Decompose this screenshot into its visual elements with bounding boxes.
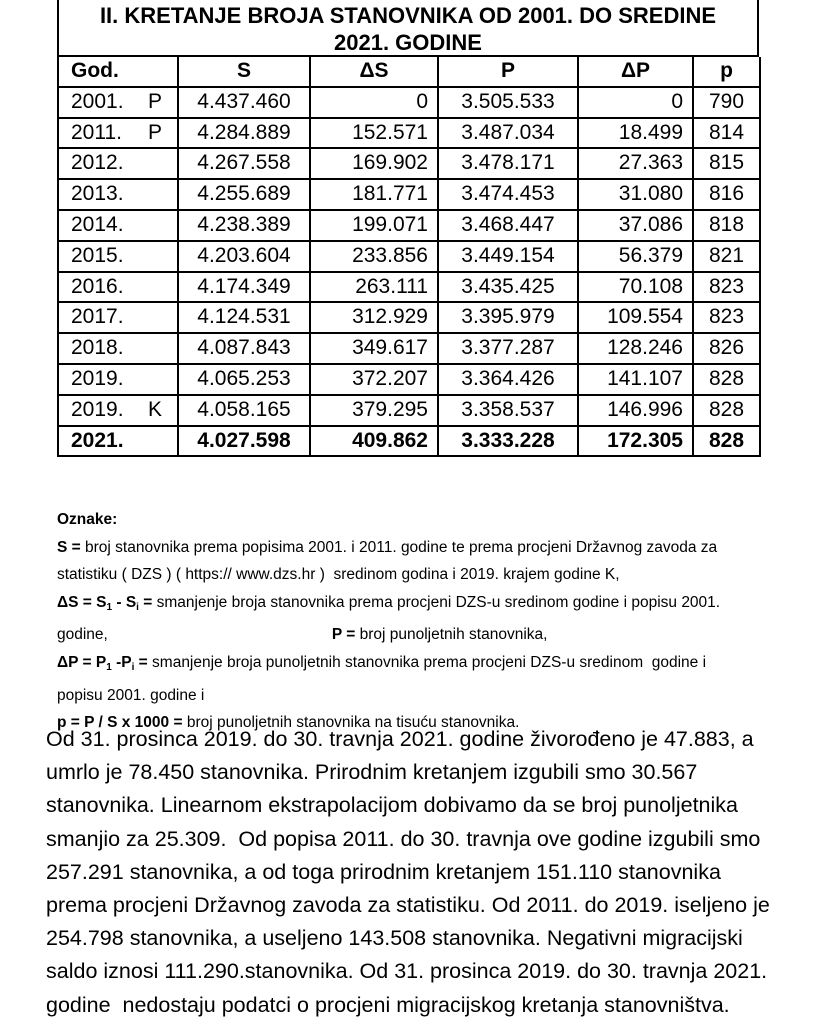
year-cell [59, 396, 179, 427]
table-cell: 826 [694, 334, 761, 365]
paragraph-line: saldo iznosi 111.290.stanovnika. Od 31. prosinca 2019. do 30. travnja 2021. [46, 959, 768, 984]
note-segment: = [134, 653, 153, 671]
table-cell: 4.065.253 [179, 365, 311, 396]
column-header-delta-s: ΔS [311, 57, 439, 88]
note-segment: i [131, 661, 135, 673]
note-segment: Oznake: [57, 511, 118, 528]
table-cell: 3.358.537 [439, 396, 579, 427]
table-cell: 818 [694, 211, 761, 242]
table-cell: 0 [311, 88, 439, 119]
note-segment: p = P / S x 1000 = [57, 714, 187, 732]
table-cell: 70.108 [579, 273, 694, 304]
body-paragraph [46, 723, 826, 1022]
year-cell [59, 180, 179, 211]
table-cell: 790 [694, 88, 761, 119]
table-cell: 3.474.453 [439, 180, 579, 211]
year-label: 2019. [71, 397, 124, 421]
table-cell: 141.107 [579, 365, 694, 396]
year-label: 2001. [71, 89, 124, 113]
year-label: 2011. [71, 120, 122, 144]
year-marker: P [148, 120, 163, 144]
table-title-line-1: II. KRETANJE BROJA STANOVNIKA OD 2001. DO SREDINE [99, 3, 717, 28]
table-cell: 3.377.287 [439, 334, 579, 365]
note-segment: smanjenje broja punoljetnih stanovnika prema procjeni DZS-u sredinom godine i [152, 653, 707, 671]
table-cell: 233.856 [311, 242, 439, 273]
note-line [57, 649, 802, 682]
table-cell: 814 [694, 119, 761, 150]
table-cell: 4.087.843 [179, 334, 311, 365]
table-cell: 4.203.604 [179, 242, 311, 273]
year-label: 2016. [71, 274, 124, 298]
year-cell [59, 334, 179, 365]
note-segment: = [138, 593, 157, 611]
paragraph-line: godine nedostaju podatci o procjeni migracijskog kretanja stanovništva. [46, 992, 730, 1017]
table-cell: 4.174.349 [179, 273, 311, 304]
table-cell: 152.571 [311, 119, 439, 150]
table-cell: 172.305 [579, 427, 694, 458]
year-cell [59, 211, 179, 242]
table-cell: 828 [694, 427, 761, 458]
table-cell: 816 [694, 180, 761, 211]
table-cell: 409.862 [311, 427, 439, 458]
table-cell: 0 [579, 88, 694, 119]
legend-notes [57, 506, 802, 737]
note-segment: -P [111, 653, 132, 671]
note-line [57, 561, 802, 589]
note-line [57, 621, 802, 649]
year-cell [59, 365, 179, 396]
year-marker: P [148, 89, 163, 113]
table-cell: 4.027.598 [179, 427, 311, 458]
year-label: 2014. [71, 212, 124, 236]
column-header-s: S [179, 57, 311, 88]
table-cell: 3.468.447 [439, 211, 579, 242]
table-cell: 128.246 [579, 334, 694, 365]
note-segment: popisu 2001. godine i [57, 686, 205, 704]
year-cell [59, 242, 179, 273]
table-cell: 372.207 [311, 365, 439, 396]
table-cell: 4.267.558 [179, 149, 311, 180]
table-cell: 815 [694, 149, 761, 180]
table-cell: 3.435.425 [439, 273, 579, 304]
year-label: 2013. [71, 182, 124, 206]
year-label: 2017. [71, 305, 124, 329]
note-segment: 1 [106, 601, 113, 613]
table-cell: 3.364.426 [439, 365, 579, 396]
table-cell: 263.111 [311, 273, 439, 304]
table-cell: 4.284.889 [179, 119, 311, 150]
note-line [57, 682, 802, 710]
year-cell [59, 119, 179, 150]
table-cell: 181.771 [311, 180, 439, 211]
population-table [57, 0, 759, 457]
year-marker: K [148, 397, 163, 421]
table-cell: 312.929 [311, 303, 439, 334]
table-cell: 4.058.165 [179, 396, 311, 427]
paragraph-line: Od 31. prosinca 2019. do 30. travnja 2021. godine živorođeno je 47.883, a [46, 727, 754, 751]
year-label: 2012. [71, 151, 124, 175]
table-cell: 27.363 [579, 149, 694, 180]
year-cell [59, 273, 179, 304]
year-cell [59, 303, 179, 334]
table-cell: 4.255.689 [179, 180, 311, 211]
table-cell: 3.478.171 [439, 149, 579, 180]
table-title [57, 0, 759, 57]
table-cell: 146.996 [579, 396, 694, 427]
table-cell: 56.379 [579, 242, 694, 273]
table-cell: 169.902 [311, 149, 439, 180]
note-segment: ΔS = S [57, 593, 107, 611]
year-label: 2015. [71, 243, 124, 267]
table-cell: 4.437.460 [179, 88, 311, 119]
table-grid [57, 57, 759, 457]
table-cell: 3.449.154 [439, 242, 579, 273]
note-segment: i [136, 601, 139, 613]
paragraph-line: 257.291 stanovnika, a od toga prirodnim kretanjem 151.110 stanovnika [46, 859, 721, 884]
table-cell: 3.333.228 [439, 427, 579, 458]
note-segment: smanjenje broja stanovnika prema procjeni DZS-u sredinom godine i popisu 2001. [156, 593, 721, 611]
table-cell: 4.238.389 [179, 211, 311, 242]
year-label: 2021. [71, 428, 124, 452]
paragraph-line: smanjio za 25.309. Od popisa 2011. do 30. travnja ove godine izgubili smo [46, 826, 761, 851]
year-cell [59, 427, 179, 458]
table-cell: 3.505.533 [439, 88, 579, 119]
table-cell: 828 [694, 365, 761, 396]
table-cell: 349.617 [311, 334, 439, 365]
year-label: 2018. [71, 336, 124, 360]
note-segment: P = [331, 626, 360, 644]
table-cell: 199.071 [311, 211, 439, 242]
table-cell: 31.080 [579, 180, 694, 211]
column-header-p-per-mille: p [694, 57, 761, 88]
table-cell: 3.395.979 [439, 303, 579, 334]
year-cell [59, 149, 179, 180]
note-segment: - S [112, 593, 137, 611]
paragraph-line: prema procjeni Državnog zavoda za statistiku. Od 2011. do 2019. iseljeno je [46, 893, 770, 918]
table-cell: 37.086 [579, 211, 694, 242]
note-segment: broj stanovnika prema popisima 2001. i 2011. godine te prema procjeni Državnog zavoda za [85, 538, 718, 556]
paragraph-line: 254.798 stanovnika, a useljeno 143.508 stanovnika. Negativni migracijski [46, 926, 743, 951]
table-title-line-2: 2021. GODINE [334, 30, 482, 55]
table-cell: 18.499 [579, 119, 694, 150]
note-segment: broj punoljetnih stanovnika, [359, 626, 548, 644]
paragraph-line: stanovnika. Linearnom ekstrapolacijom dobivamo da se broj punoljetnika [46, 793, 738, 818]
table-cell: 4.124.531 [179, 303, 311, 334]
note-line [57, 589, 802, 622]
note-segment: S = [57, 538, 86, 556]
column-header-god: God. [59, 57, 179, 88]
table-cell: 823 [694, 303, 761, 334]
year-label: 2019. [71, 366, 124, 390]
note-segment: ΔP = P [57, 653, 107, 671]
note-segment: 1 [106, 661, 112, 673]
column-header-delta-p: ΔP [579, 57, 694, 88]
note-segment: godine, [57, 626, 108, 644]
paragraph-line: umrlo je 78.450 stanovnika. Prirodnim kretanjem izgubili smo 30.567 [46, 760, 698, 785]
note-segment: broj punoljetnih stanovnika na tisuću stanovnika. [186, 714, 520, 732]
table-cell: 828 [694, 396, 761, 427]
table-cell: 823 [694, 273, 761, 304]
note-line [57, 506, 802, 534]
column-header-p: P [439, 57, 579, 88]
table-cell: 379.295 [311, 396, 439, 427]
table-cell: 821 [694, 242, 761, 273]
note-line [57, 534, 802, 562]
table-cell: 109.554 [579, 303, 694, 334]
note-segment: statistiku ( DZS ) ( https:// www.dzs.hr ) sredinom godina i 2019. krajem godine K, [57, 566, 620, 584]
table-cell: 3.487.034 [439, 119, 579, 150]
year-cell [59, 88, 179, 119]
